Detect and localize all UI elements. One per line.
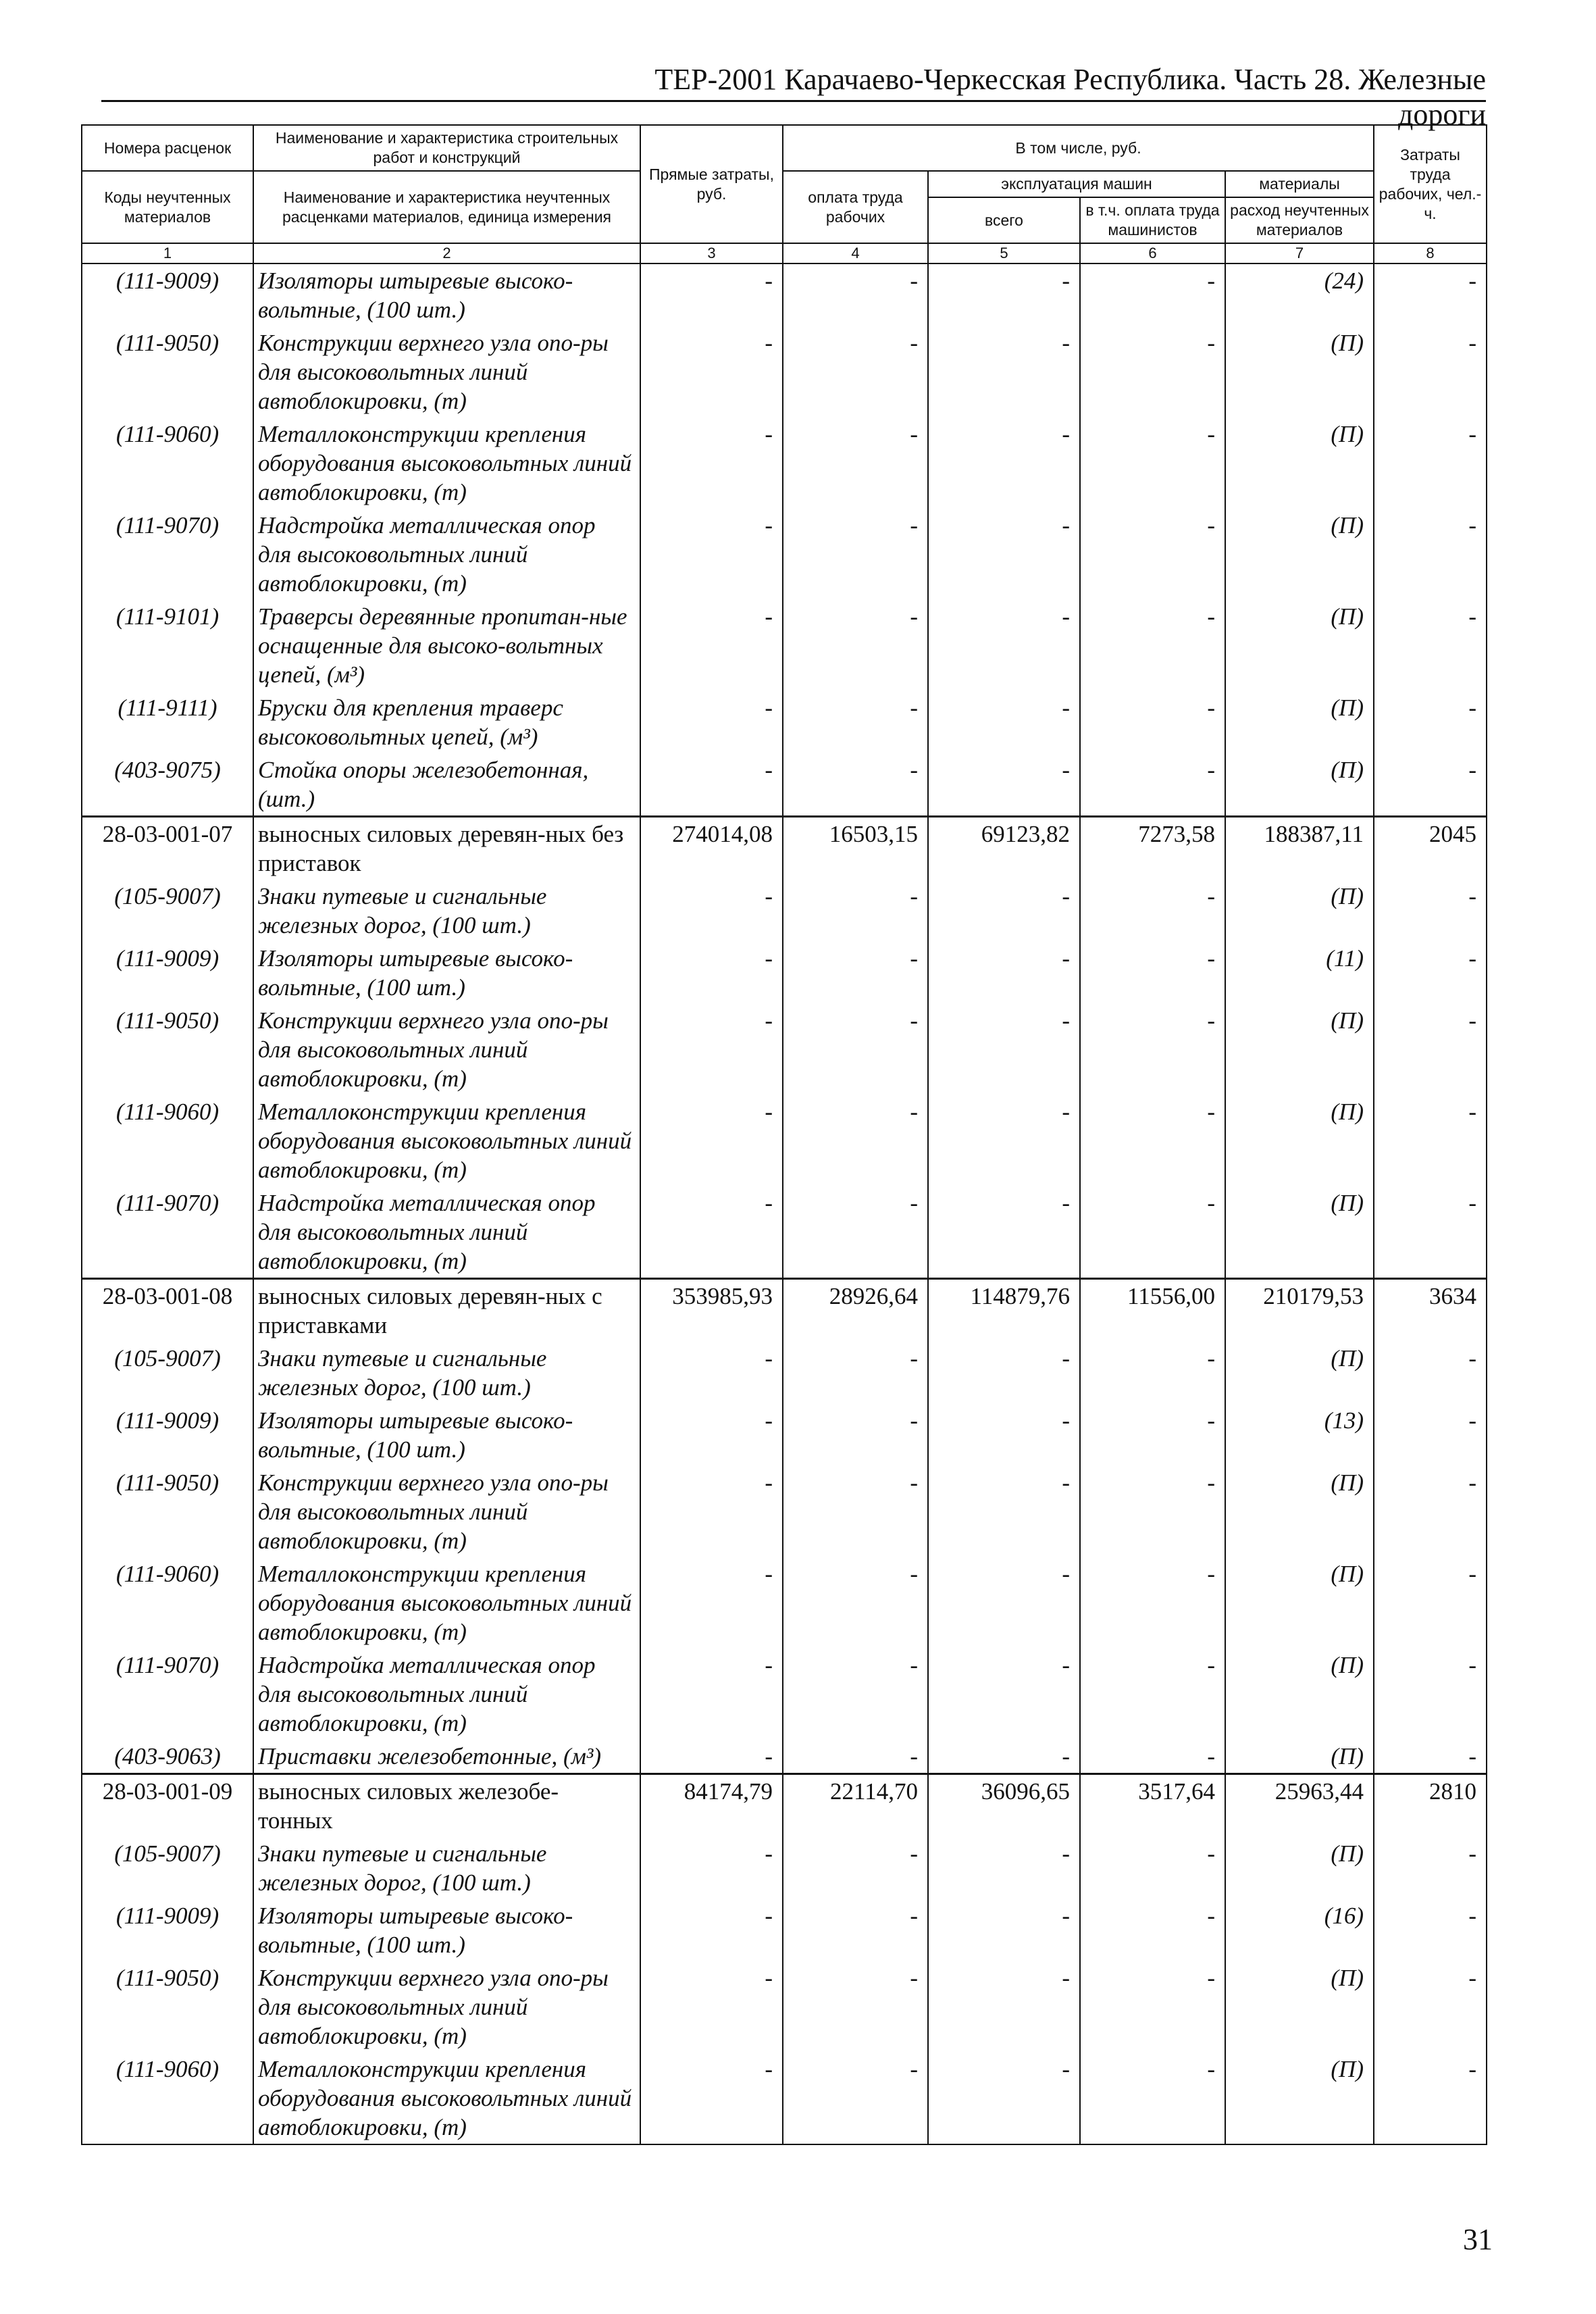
labor-hours-cell: -: [1374, 1899, 1487, 1961]
material-row: [82, 1342, 1487, 1404]
machines-total-cell: -: [928, 1466, 1080, 1557]
worker-pay-cell: -: [783, 1186, 928, 1279]
direct-costs-cell: 353985,93: [640, 1279, 783, 1342]
machinist-pay-cell: -: [1080, 1649, 1225, 1740]
material-name: Надстройка металлическая опор для высоковольтных линий автоблокировки, (т): [253, 1186, 640, 1279]
column-number: 2: [253, 243, 640, 263]
machines-total-cell: -: [928, 1649, 1080, 1740]
direct-costs-cell: -: [640, 1004, 783, 1095]
material-consumption-cell: (П): [1225, 691, 1374, 753]
worker-pay-cell: -: [783, 418, 928, 509]
machines-total-cell: -: [928, 1342, 1080, 1404]
labor-hours-cell: -: [1374, 1466, 1487, 1557]
column-number: 4: [783, 243, 928, 263]
machines-total-cell: -: [928, 1837, 1080, 1899]
column-numbers-row: [82, 243, 1487, 263]
worker-pay-cell: 16503,15: [783, 817, 928, 880]
material-name: Конструкции верхнего узла опо-ры для высоковольтных линий автоблокировки, (т): [253, 1466, 640, 1557]
header-material-codes: Коды неучтенных материалов: [82, 171, 253, 243]
material-code: (111-9070): [82, 509, 253, 600]
header-machine-operation: эксплуатация машин: [928, 171, 1225, 197]
worker-pay-cell: -: [783, 263, 928, 326]
table-header: [82, 125, 1487, 263]
labor-hours-cell: -: [1374, 1740, 1487, 1774]
material-consumption-cell: 25963,44: [1225, 1774, 1374, 1838]
material-row: [82, 753, 1487, 817]
labor-hours-cell: -: [1374, 1186, 1487, 1279]
machinist-pay-cell: -: [1080, 263, 1225, 326]
worker-pay-cell: -: [783, 1342, 928, 1404]
material-code: (105-9007): [82, 880, 253, 942]
material-consumption-cell: (П): [1225, 1837, 1374, 1899]
labor-hours-cell: -: [1374, 753, 1487, 817]
material-consumption-cell: (П): [1225, 1740, 1374, 1774]
direct-costs-cell: -: [640, 1740, 783, 1774]
material-code: (111-9009): [82, 1404, 253, 1466]
rate-code: 28-03-001-09: [82, 1774, 253, 1838]
header-direct-costs: Прямые затраты, руб.: [640, 125, 783, 243]
machinist-pay-cell: -: [1080, 2053, 1225, 2144]
labor-hours-cell: -: [1374, 2053, 1487, 2144]
material-name: Металлоконструкции крепления оборудования высоковольтных линий автоблокировки, (т): [253, 2053, 640, 2144]
machinist-pay-cell: -: [1080, 1004, 1225, 1095]
material-name: Конструкции верхнего узла опо-ры для высоковольтных линий автоблокировки, (т): [253, 1961, 640, 2053]
direct-costs-cell: -: [640, 263, 783, 326]
header-materials: материалы: [1225, 171, 1374, 197]
machines-total-cell: -: [928, 880, 1080, 942]
column-number: 3: [640, 243, 783, 263]
material-row: [82, 1649, 1487, 1740]
machinist-pay-cell: -: [1080, 326, 1225, 418]
material-consumption-cell: (П): [1225, 2053, 1374, 2144]
material-consumption-cell: (П): [1225, 326, 1374, 418]
machinist-pay-cell: -: [1080, 1740, 1225, 1774]
worker-pay-cell: -: [783, 691, 928, 753]
material-name: Конструкции верхнего узла опо-ры для высоковольтных линий автоблокировки, (т): [253, 326, 640, 418]
machinist-pay-cell: 7273,58: [1080, 817, 1225, 880]
work-name: выносных силовых деревян-ных без приставок: [253, 817, 640, 880]
worker-pay-cell: -: [783, 2053, 928, 2144]
material-row: [82, 1961, 1487, 2053]
material-consumption-cell: (П): [1225, 1466, 1374, 1557]
material-row: [82, 1837, 1487, 1899]
material-consumption-cell: (П): [1225, 1186, 1374, 1279]
direct-costs-cell: -: [640, 1961, 783, 2053]
direct-costs-cell: -: [640, 1466, 783, 1557]
material-name: Изоляторы штыревые высоко-вольтные, (100 шт.): [253, 1899, 640, 1961]
material-code: (111-9009): [82, 263, 253, 326]
direct-costs-cell: -: [640, 1899, 783, 1961]
column-number: 8: [1374, 243, 1487, 263]
header-labor-hours: Затраты труда рабочих, чел.-ч.: [1374, 125, 1487, 243]
machinist-pay-cell: -: [1080, 1095, 1225, 1186]
material-consumption-cell: (П): [1225, 418, 1374, 509]
worker-pay-cell: -: [783, 1740, 928, 1774]
material-code: (111-9050): [82, 326, 253, 418]
material-row: [82, 263, 1487, 326]
direct-costs-cell: -: [640, 1342, 783, 1404]
machines-total-cell: -: [928, 1095, 1080, 1186]
material-consumption-cell: (П): [1225, 753, 1374, 817]
material-consumption-cell: (П): [1225, 509, 1374, 600]
material-consumption-cell: (П): [1225, 1649, 1374, 1740]
direct-costs-cell: -: [640, 418, 783, 509]
material-consumption-cell: (П): [1225, 1342, 1374, 1404]
direct-costs-cell: -: [640, 753, 783, 817]
direct-costs-cell: -: [640, 1557, 783, 1649]
header-machines-total: всего: [928, 197, 1080, 243]
labor-hours-cell: -: [1374, 880, 1487, 942]
labor-hours-cell: 3634: [1374, 1279, 1487, 1342]
labor-hours-cell: -: [1374, 691, 1487, 753]
column-number: 1: [82, 243, 253, 263]
material-code: (111-9070): [82, 1186, 253, 1279]
header-worker-pay: оплата труда рабочих: [783, 171, 928, 243]
labor-hours-cell: -: [1374, 509, 1487, 600]
labor-hours-cell: -: [1374, 326, 1487, 418]
material-name: Знаки путевые и сигнальные железных дорог, (100 шт.): [253, 880, 640, 942]
labor-hours-cell: 2810: [1374, 1774, 1487, 1838]
material-row: [82, 1740, 1487, 1774]
page-number: 31: [1463, 2223, 1493, 2256]
machinist-pay-cell: -: [1080, 1557, 1225, 1649]
material-consumption-cell: (11): [1225, 942, 1374, 1004]
machinist-pay-cell: 11556,00: [1080, 1279, 1225, 1342]
labor-hours-cell: 2045: [1374, 817, 1487, 880]
material-row: [82, 1095, 1487, 1186]
worker-pay-cell: -: [783, 1095, 928, 1186]
worker-pay-cell: -: [783, 326, 928, 418]
material-name: Металлоконструкции крепления оборудования высоковольтных линий автоблокировки, (т): [253, 418, 640, 509]
rate-row: [82, 817, 1487, 880]
worker-pay-cell: -: [783, 880, 928, 942]
worker-pay-cell: -: [783, 1404, 928, 1466]
labor-hours-cell: -: [1374, 1649, 1487, 1740]
material-name: Изоляторы штыревые высоко-вольтные, (100 шт.): [253, 263, 640, 326]
labor-hours-cell: -: [1374, 1404, 1487, 1466]
material-consumption-cell: (13): [1225, 1404, 1374, 1466]
direct-costs-cell: -: [640, 1095, 783, 1186]
direct-costs-cell: -: [640, 600, 783, 691]
worker-pay-cell: -: [783, 1899, 928, 1961]
worker-pay-cell: -: [783, 509, 928, 600]
material-row: [82, 1404, 1487, 1466]
material-code: (403-9063): [82, 1740, 253, 1774]
machines-total-cell: -: [928, 691, 1080, 753]
material-row: [82, 691, 1487, 753]
material-consumption-cell: 210179,53: [1225, 1279, 1374, 1342]
price-table: [81, 124, 1487, 2145]
material-code: (111-9060): [82, 418, 253, 509]
direct-costs-cell: -: [640, 1186, 783, 1279]
header-including: В том числе, руб.: [783, 125, 1374, 171]
material-code: (111-9009): [82, 1899, 253, 1961]
material-row: [82, 600, 1487, 691]
material-consumption-cell: (24): [1225, 263, 1374, 326]
column-number: 7: [1225, 243, 1374, 263]
direct-costs-cell: -: [640, 326, 783, 418]
labor-hours-cell: -: [1374, 1837, 1487, 1899]
material-code: (111-9070): [82, 1649, 253, 1740]
material-consumption-cell: (П): [1225, 880, 1374, 942]
labor-hours-cell: -: [1374, 1342, 1487, 1404]
material-name: Металлоконструкции крепления оборудования высоковольтных линий автоблокировки, (т): [253, 1557, 640, 1649]
worker-pay-cell: -: [783, 1557, 928, 1649]
machines-total-cell: -: [928, 1186, 1080, 1279]
machines-total-cell: -: [928, 1961, 1080, 2053]
header-material-name: Наименование и характеристика неучтенных расценками материалов, единица измерения: [253, 171, 640, 243]
material-consumption-cell: (П): [1225, 1004, 1374, 1095]
machinist-pay-cell: -: [1080, 1186, 1225, 1279]
machinist-pay-cell: -: [1080, 600, 1225, 691]
machinist-pay-cell: -: [1080, 1404, 1225, 1466]
material-consumption-cell: 188387,11: [1225, 817, 1374, 880]
direct-costs-cell: 274014,08: [640, 817, 783, 880]
machinist-pay-cell: -: [1080, 418, 1225, 509]
material-consumption-cell: (16): [1225, 1899, 1374, 1961]
machinist-pay-cell: 3517,64: [1080, 1774, 1225, 1838]
material-code: (111-9050): [82, 1961, 253, 2053]
material-code: (111-9101): [82, 600, 253, 691]
direct-costs-cell: -: [640, 1837, 783, 1899]
machines-total-cell: -: [928, 942, 1080, 1004]
column-number: 5: [928, 243, 1080, 263]
material-name: Изоляторы штыревые высоко-вольтные, (100 шт.): [253, 942, 640, 1004]
worker-pay-cell: 22114,70: [783, 1774, 928, 1838]
labor-hours-cell: -: [1374, 600, 1487, 691]
machines-total-cell: -: [928, 1899, 1080, 1961]
machines-total-cell: -: [928, 753, 1080, 817]
material-consumption-cell: (П): [1225, 1557, 1374, 1649]
header-machinist-pay: в т.ч. оплата труда машинистов: [1080, 197, 1225, 243]
material-row: [82, 2053, 1487, 2144]
worker-pay-cell: -: [783, 1466, 928, 1557]
material-code: (111-9060): [82, 1557, 253, 1649]
machines-total-cell: -: [928, 1557, 1080, 1649]
machinist-pay-cell: -: [1080, 1342, 1225, 1404]
machines-total-cell: -: [928, 600, 1080, 691]
machines-total-cell: 114879,76: [928, 1279, 1080, 1342]
machines-total-cell: -: [928, 2053, 1080, 2144]
material-code: (111-9060): [82, 2053, 253, 2144]
header-material-consumption: расход неучтенных материалов: [1225, 197, 1374, 243]
machines-total-cell: -: [928, 1740, 1080, 1774]
header-work-name: Наименование и характеристика строительных работ и конструкций: [253, 125, 640, 171]
labor-hours-cell: -: [1374, 1004, 1487, 1095]
rate-code: 28-03-001-07: [82, 817, 253, 880]
material-name: Знаки путевые и сигнальные железных дорог, (100 шт.): [253, 1837, 640, 1899]
material-name: Конструкции верхнего узла опо-ры для высоковольтных линий автоблокировки, (т): [253, 1004, 640, 1095]
material-code: (403-9075): [82, 753, 253, 817]
material-name: Стойка опоры железобетонная, (шт.): [253, 753, 640, 817]
machinist-pay-cell: -: [1080, 1899, 1225, 1961]
machines-total-cell: 69123,82: [928, 817, 1080, 880]
labor-hours-cell: -: [1374, 1557, 1487, 1649]
worker-pay-cell: 28926,64: [783, 1279, 928, 1342]
direct-costs-cell: -: [640, 880, 783, 942]
labor-hours-cell: -: [1374, 418, 1487, 509]
machinist-pay-cell: -: [1080, 1837, 1225, 1899]
machines-total-cell: -: [928, 509, 1080, 600]
machines-total-cell: 36096,65: [928, 1774, 1080, 1838]
worker-pay-cell: -: [783, 1649, 928, 1740]
machinist-pay-cell: -: [1080, 942, 1225, 1004]
worker-pay-cell: -: [783, 753, 928, 817]
material-row: [82, 509, 1487, 600]
worker-pay-cell: -: [783, 942, 928, 1004]
direct-costs-cell: 84174,79: [640, 1774, 783, 1838]
material-code: (105-9007): [82, 1837, 253, 1899]
labor-hours-cell: -: [1374, 942, 1487, 1004]
header-rate-numbers: Номера расценок: [82, 125, 253, 171]
worker-pay-cell: -: [783, 600, 928, 691]
machines-total-cell: -: [928, 326, 1080, 418]
machines-total-cell: -: [928, 1404, 1080, 1466]
work-name: выносных силовых железобе-тонных: [253, 1774, 640, 1838]
machinist-pay-cell: -: [1080, 753, 1225, 817]
material-row: [82, 1899, 1487, 1961]
material-name: Бруски для крепления траверс высоковольтных цепей, (м³): [253, 691, 640, 753]
material-consumption-cell: (П): [1225, 1095, 1374, 1186]
material-row: [82, 418, 1487, 509]
material-consumption-cell: (П): [1225, 1961, 1374, 2053]
material-name: Металлоконструкции крепления оборудования высоковольтных линий автоблокировки, (т): [253, 1095, 640, 1186]
direct-costs-cell: -: [640, 691, 783, 753]
material-code: (105-9007): [82, 1342, 253, 1404]
material-code: (111-9050): [82, 1466, 253, 1557]
worker-pay-cell: -: [783, 1004, 928, 1095]
labor-hours-cell: -: [1374, 1961, 1487, 2053]
worker-pay-cell: -: [783, 1837, 928, 1899]
machinist-pay-cell: -: [1080, 880, 1225, 942]
material-row: [82, 1004, 1487, 1095]
machines-total-cell: -: [928, 263, 1080, 326]
labor-hours-cell: -: [1374, 263, 1487, 326]
material-row: [82, 942, 1487, 1004]
material-code: (111-9060): [82, 1095, 253, 1186]
material-row: [82, 326, 1487, 418]
rate-row: [82, 1774, 1487, 1838]
work-name: выносных силовых деревян-ных с приставками: [253, 1279, 640, 1342]
material-name: Надстройка металлическая опор для высоковольтных линий автоблокировки, (т): [253, 509, 640, 600]
worker-pay-cell: -: [783, 1961, 928, 2053]
material-code: (111-9050): [82, 1004, 253, 1095]
machinist-pay-cell: -: [1080, 509, 1225, 600]
material-consumption-cell: (П): [1225, 600, 1374, 691]
material-name: Приставки железобетонные, (м³): [253, 1740, 640, 1774]
material-name: Надстройка металлическая опор для высоковольтных линий автоблокировки, (т): [253, 1649, 640, 1740]
rate-row: [82, 1279, 1487, 1342]
material-row: [82, 880, 1487, 942]
material-row: [82, 1557, 1487, 1649]
direct-costs-cell: -: [640, 509, 783, 600]
material-code: (111-9009): [82, 942, 253, 1004]
table-body: [82, 263, 1487, 2144]
machinist-pay-cell: -: [1080, 691, 1225, 753]
direct-costs-cell: -: [640, 1404, 783, 1466]
column-number: 6: [1080, 243, 1225, 263]
material-name: Знаки путевые и сигнальные железных дорог, (100 шт.): [253, 1342, 640, 1404]
direct-costs-cell: -: [640, 1649, 783, 1740]
labor-hours-cell: -: [1374, 1095, 1487, 1186]
direct-costs-cell: -: [640, 2053, 783, 2144]
material-row: [82, 1466, 1487, 1557]
machines-total-cell: -: [928, 1004, 1080, 1095]
page-header: ТЕР-2001 Карачаево-Черкесская Республика. Часть 28. Железные дороги: [654, 63, 1486, 131]
material-name: Траверсы деревянные пропитан-ные оснащенные для высоко-вольтных цепей, (м³): [253, 600, 640, 691]
rate-code: 28-03-001-08: [82, 1279, 253, 1342]
header-rule: [101, 100, 1486, 102]
machinist-pay-cell: -: [1080, 1466, 1225, 1557]
machines-total-cell: -: [928, 418, 1080, 509]
machinist-pay-cell: -: [1080, 1961, 1225, 2053]
direct-costs-cell: -: [640, 942, 783, 1004]
material-row: [82, 1186, 1487, 1279]
material-name: Изоляторы штыревые высоко-вольтные, (100 шт.): [253, 1404, 640, 1466]
material-code: (111-9111): [82, 691, 253, 753]
